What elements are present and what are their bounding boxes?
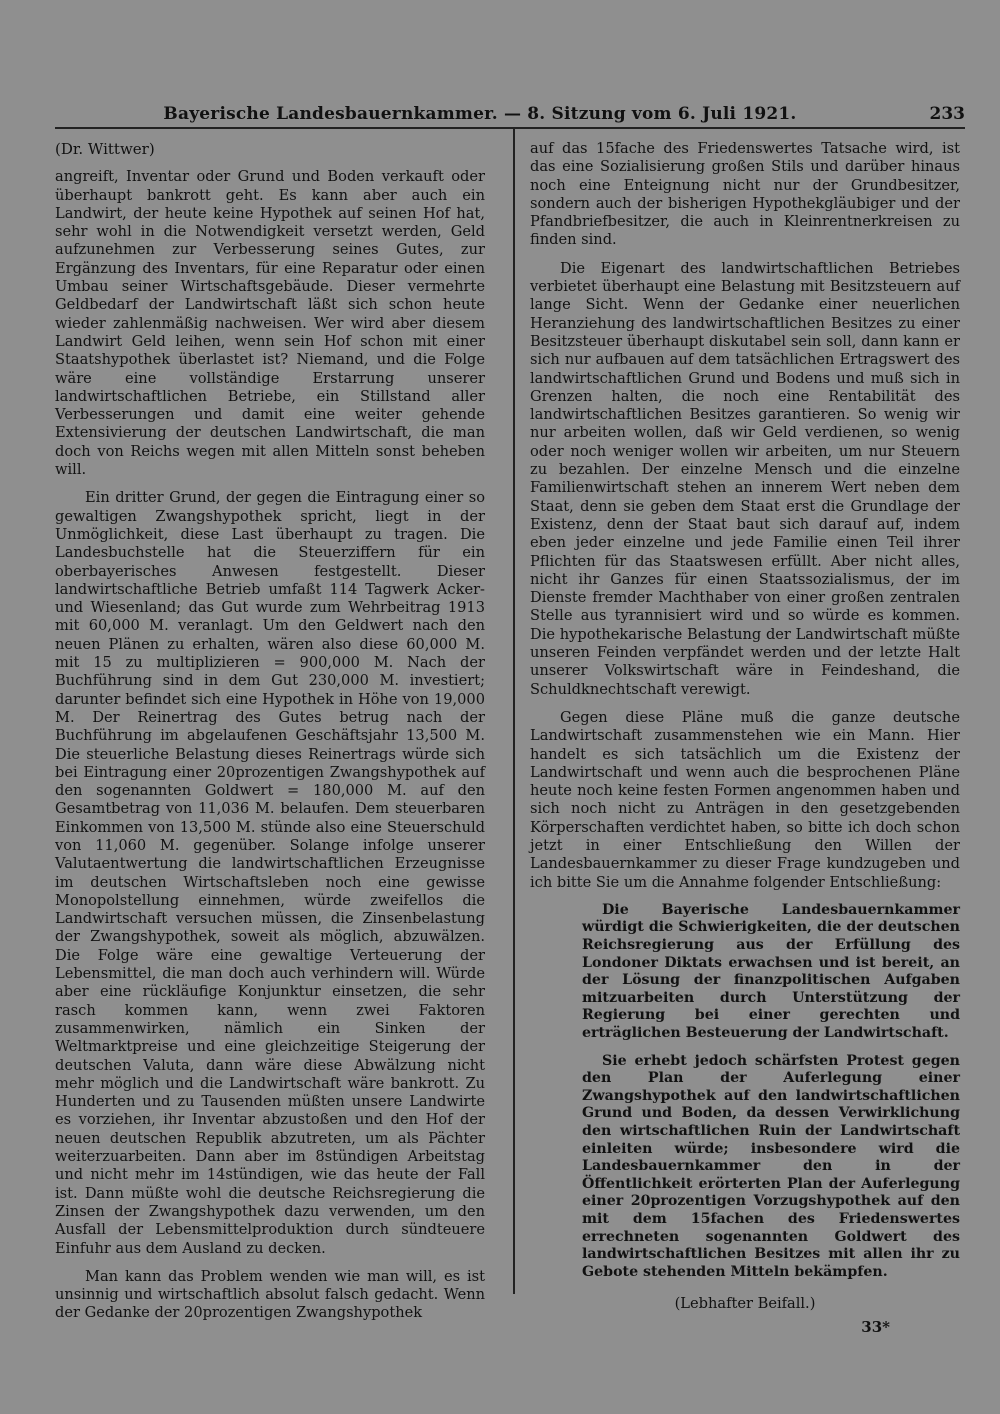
paragraph: angreift, Inventar oder Grund und Boden verkauft oder überhaupt bankrott geht. Es kann aber auch ein Landwirt, der heute keine Hypothek auf seinen Hof hat, sehr wohl in die Notwendigkeit versetzt werden, Geld aufzunehmen zur Verbesserung seines Gutes, zur Ergänzung des Inventars, für eine Reparatur oder einen Umbau seiner Wirtschaftsgebäude. Dieser vermehrte Geldbedarf der Landwirtschaft läßt sich schon heute wieder zahlenmäßig nachweisen. Wer wird aber diesem Landwirt Geld leihen, wenn sein Hof schon mit einer Staatshypothek überlastet ist? Niemand, und die Folge wäre eine vollständige Erstarrung unserer landwirtschaftlichen Betriebe, ein Stillstand aller Verbesserungen und damit eine weiter gehende Extensivierung der deutschen Landwirtschaft, die man doch von Reichs wegen mit allen Mitteln sonst beheben will.: [55, 168, 485, 479]
paragraph: Gegen diese Pläne muß die ganze deutsche Landwirtschaft zusammenstehen wie ein Mann. Hier handelt es sich tatsächlich um die Existenz der Landwirtschaft und wenn auch die besprochenen Pläne heute noch keine festen Formen angenommen haben und sich noch nicht zu Anträgen in den gesetzgebenden Körperschaften verdichtet haben, so bitte ich doch schon jetzt in einer Entschließung den Willen der Landesbauernkammer zu dieser Frage kundzugeben und ich bitte Sie um die Annahme folgender Entschließung:: [530, 708, 960, 891]
resolution-paragraph: Die Bayerische Landesbauernkammer würdigt die Schwierigkeiten, die der deutschen Reichsregierung aus der Erfüllung des Londoner Diktats erwachsen und ist bereit, an der Lösung der finanzpolitischen Aufgaben mitzuarbeiten durch Unterstützung der Regierung bei einer gerechten und erträglichen Besteuerung der Landwirtschaft.: [582, 901, 960, 1042]
column-divider: [513, 129, 515, 1294]
resolution-text: [530, 902, 960, 1281]
sheet-mark: 33*: [861, 1317, 890, 1336]
header-rule: [55, 127, 965, 129]
running-title: Bayerische Landesbauernkammer. — 8. Sitzung vom 6. Juli 1921.: [163, 104, 797, 124]
applause-note: (Lebhafter Beifall.): [674, 1295, 816, 1313]
resolution-paragraph: Sie erhebt jedoch schärfsten Protest gegen den Plan der Auferlegung einer Zwangshypothek auf den landwirtschaftlichen Grund und Boden, da dessen Verwirklichung den wirtschaftlichen Ruin der Landwirtschaft einleiten würde; insbesondere wird die Landesbauernkammer den in der Öffentlichkeit erörterten Plan der Auferlegung einer 20prozentigen Vorzugshypothek auf den mit dem 15fachen des Friedenswertes errechneten sogenannten Goldwert des landwirtschaftlichen Besitzes mit allen ihr zu Gebote stehenden Mitteln bekämpfen.: [582, 1052, 960, 1280]
paragraph: Man kann das Problem wenden wie man will, es ist unsinnig und wirtschaftlich absolut falsch gedacht. Wenn der Gedanke der 20prozentigen Zwangshypothek: [55, 1267, 485, 1322]
paragraph: auf das 15fache des Friedenswertes Tatsache wird, ist das eine Sozialisierung großen Stils und darüber hinaus noch eine Enteignung nicht nur der Grundbesitzer, sondern auch der bisherigen Hypothekgläubiger und der Pfandbriefbesitzer, die auch in Kleinrentnerkreisen zu finden sind.: [530, 140, 960, 249]
left-column: [55, 140, 485, 1333]
page-number: 233: [929, 104, 965, 124]
right-column: [530, 140, 960, 1336]
paragraph: Die Eigenart des landwirtschaftlichen Betriebes verbietet überhaupt eine Belastung mit Besitzsteuern auf lange Sicht. Wenn der Gedanke einer neuerlichen Heranziehung des landwirtschaftlichen Besitzes zu einer Besitzsteuer überhaupt diskutabel sein soll, dann kann er sich nur aufbauen auf dem tatsächlichen Ertragswert des landwirtschaftlichen Grund und Bodens und muß sich in Grenzen halten, die noch eine Rentabilität des landwirtschaftlichen Besitzes garantieren. So wenig wir nur arbeiten wollen, daß wir Geld verdienen, so wenig oder noch weniger wollen wir arbeiten, um nur Steuern zu bezahlen. Der einzelne Mensch und die einzelne Familienwirtschaft stehen an innerem Wert neben dem Staat, denn sie geben dem Staat erst die Grundlage der Existenz, denn der Staat baut sich darauf auf, indem eben jeder einzelne und jede Familie einen Teil ihrer Pflichten für das Staatswesen erfüllt. Aber nicht alles, nicht ihr Ganzes für einen Staatssozialismus, der im Dienste fremder Machthaber von einer großen zentralen Stelle aus tyrannisiert wird und so würde es kommen. Die hypothekarische Belastung der Landwirtschaft müßte unseren Feinden verpfändet werden und der letzte Halt unserer Volkswirtschaft wäre in Feindeshand, die Schuldknechtschaft verewigt.: [530, 259, 960, 698]
speaker-label: (Dr. Wittwer): [55, 140, 155, 158]
page-header: [55, 100, 965, 128]
paragraph: Ein dritter Grund, der gegen die Eintragung einer so gewaltigen Zwangshypothek spricht, liegt in der Unmöglichkeit, diese Last überhaupt zu tragen. Die Landesbuchstelle hat die Steuerziffern für ein oberbayerisches Anwesen festgestellt. Dieser landwirtschaftliche Betrieb umfaßt 114 Tagwerk Acker- und Wiesenland; das Gut wurde zum Wehrbeitrag 1913 mit 60,000 M. veranlagt. Um den Geldwert nach den neuen Plänen zu erhalten, wären also diese 60,000 M. mit 15 zu multiplizieren = 900,000 M. Nach der Buchführung sind in dem Gut 230,000 M. investiert; darunter befindet sich eine Hypothek in Höhe von 19,000 M. Der Reinertrag des Gutes betrug nach der Buchführung im abgelaufenen Geschäftsjahr 13,500 M. Die steuerliche Belastung dieses Reinertrags würde sich bei Eintragung einer 20prozentigen Zwangshypothek auf den sogenannten Goldwert = 180,000 M. auf den Gesamtbetrag von 11,036 M. belaufen. Dem steuerbaren Einkommen von 13,500 M. stünde also eine Steuerschuld von 11,060 M. gegenüber. Solange infolge unserer Valutaentwertung die landwirtschaftlichen Erzeugnisse im deutschen Wirtschaftsleben noch eine gewisse Monopolstellung einnehmen, würde zweifellos die Landwirtschaft versuchen müssen, die Zinsenbelastung der Zwangshypothek, soweit als möglich, abzuwälzen. Die Folge wäre eine gewaltige Verteuerung der Lebensmittel, die man doch auch verhindern will. Würde aber eine rückläufige Konjunktur einsetzen, die sehr rasch kommen kann, wenn zwei Faktoren zusammenwirken, nämlich ein Sinken der Weltmarktpreise und eine gleichzeitige Steigerung der deutschen Valuta, dann wäre diese Abwälzung nicht mehr möglich und die Landwirtschaft wäre bankrott. Zu Hunderten und zu Tausenden müßten unsere Landwirte es vorziehen, ihr Inventar abzustoßen und den Hof der neuen deutschen Republik abzutreten, um als Pächter weiterzuarbeiten. Dann aber im 8stündigen Arbeitstag und nicht mehr im 14stündigen, wie das heute der Fall ist. Dann müßte wohl die deutsche Reichsregierung die Zinsen der Zwangshypothek dazu verwenden, um den Ausfall der Lebensmittelproduktion durch sündteuere Einfuhr aus dem Ausland zu decken.: [55, 489, 485, 1257]
